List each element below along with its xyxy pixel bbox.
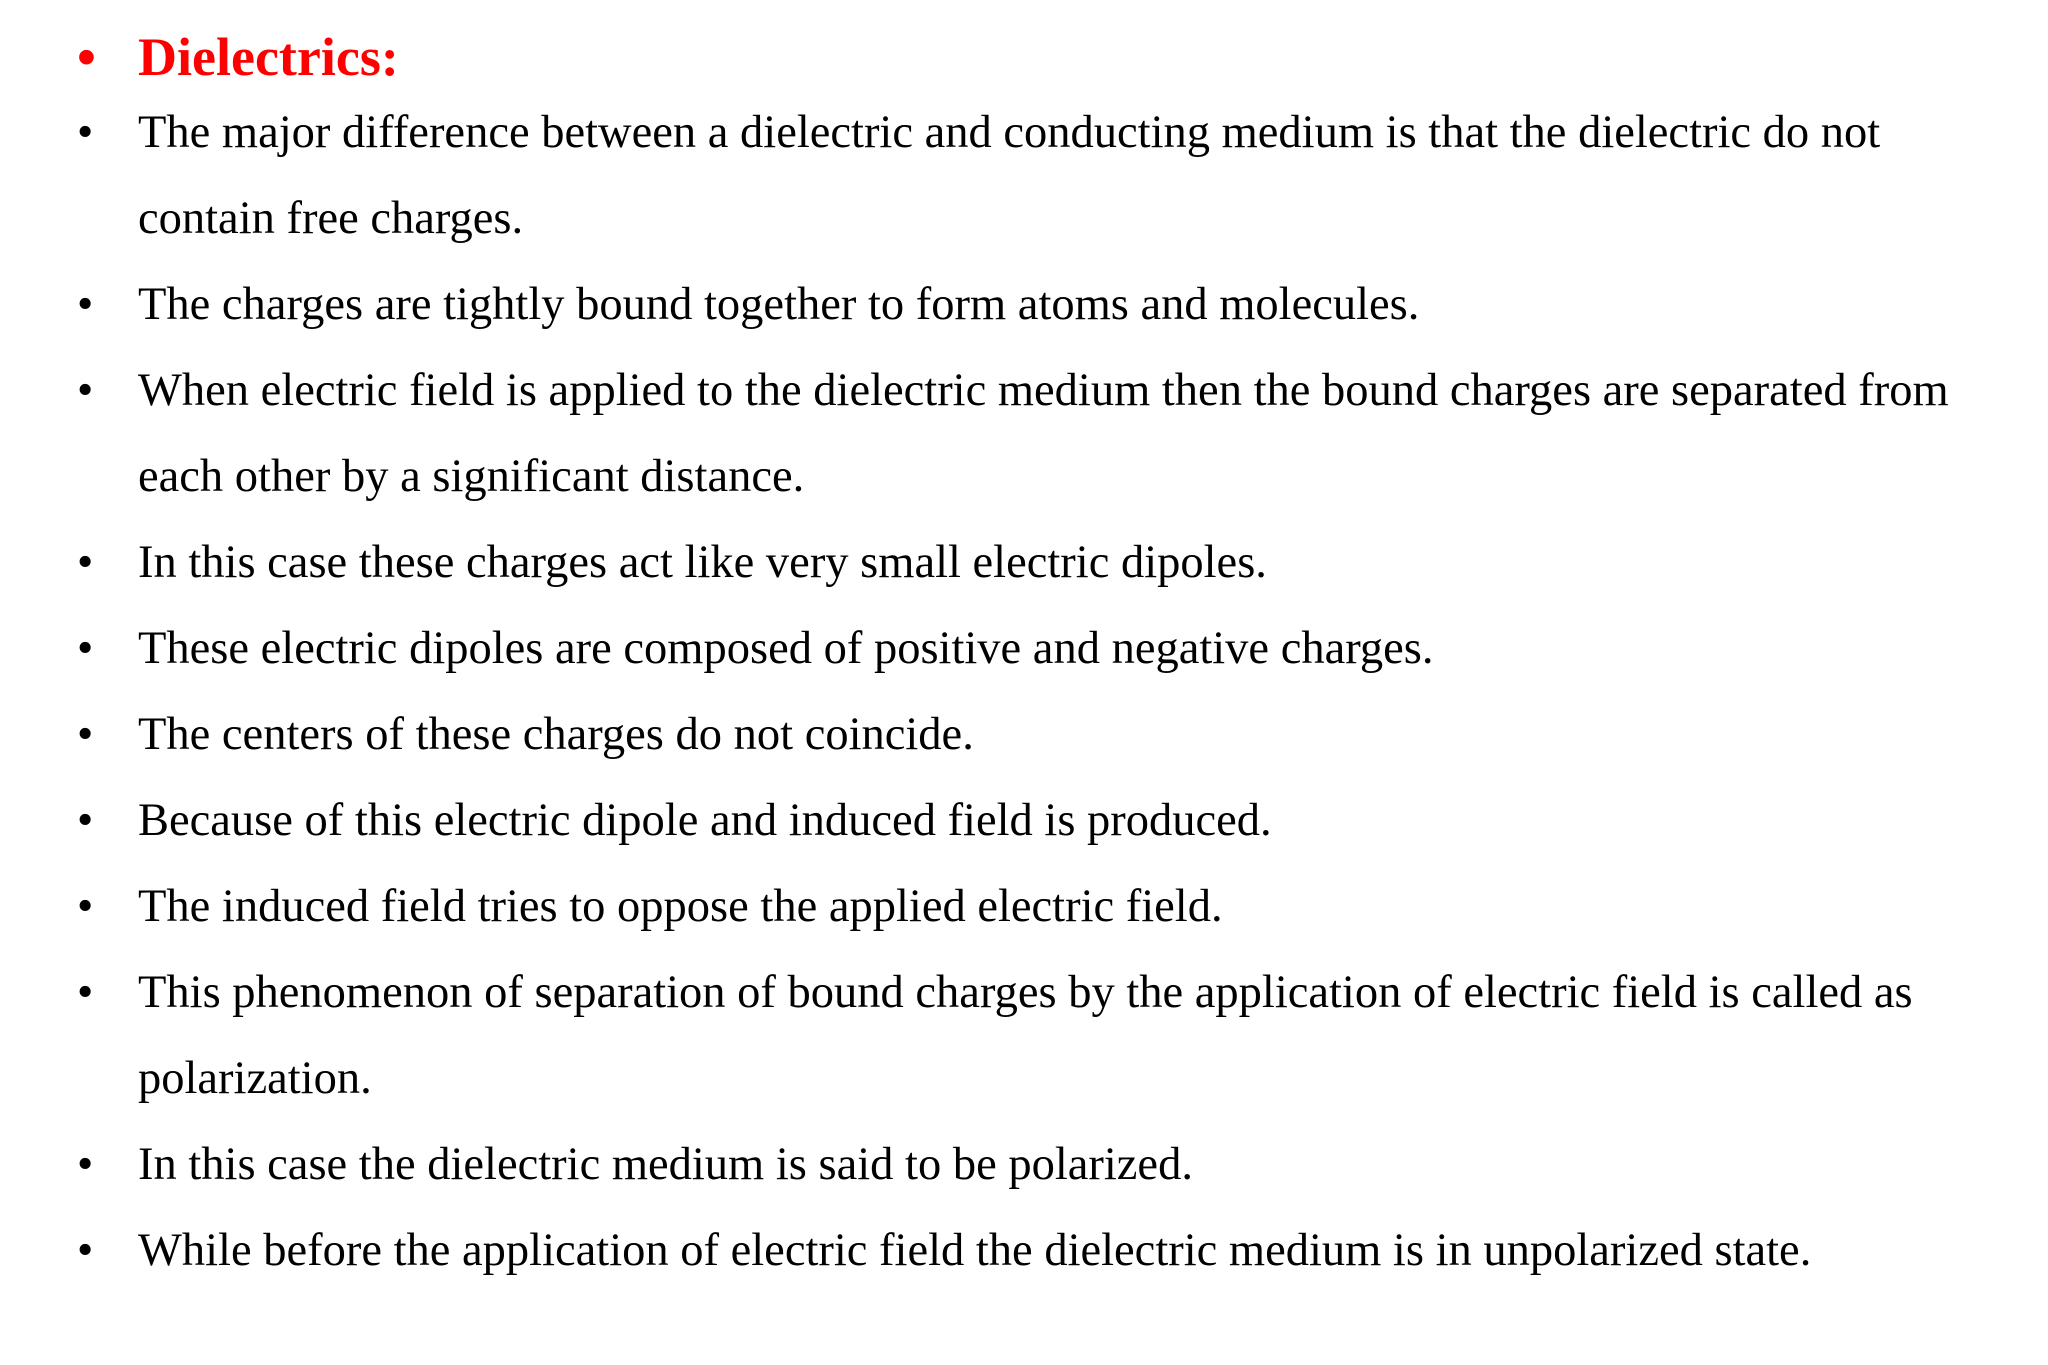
heading-item	[0, 24, 2048, 90]
slide-heading: Dielectrics:	[138, 27, 399, 87]
bullet-icon: •	[77, 365, 94, 416]
list-item	[0, 520, 2048, 606]
bullet-icon: •	[77, 107, 94, 158]
bullet-icon: •	[77, 967, 94, 1018]
list-item-text: This phenomenon of separation of bound charges by the application of electric field is called as polarization.	[138, 967, 1913, 1104]
bullet-icon: •	[77, 537, 94, 588]
list-item-text: While before the application of electric field the dielectric medium is in unpolarized state.	[138, 1225, 1812, 1276]
bullet-list	[0, 24, 2048, 1294]
list-item-text: In this case the dielectric medium is said to be polarized.	[138, 1139, 1193, 1190]
bullet-icon: •	[77, 279, 94, 330]
bullet-icon: •	[77, 27, 96, 87]
list-item	[0, 1122, 2048, 1208]
list-item	[0, 90, 2048, 262]
bullet-icon: •	[77, 623, 94, 674]
bullet-icon: •	[77, 881, 94, 932]
bullet-icon: •	[77, 709, 94, 760]
list-item	[0, 606, 2048, 692]
list-item-text: These electric dipoles are composed of positive and negative charges.	[138, 623, 1434, 674]
list-item-text: Because of this electric dipole and induced field is produced.	[138, 795, 1272, 846]
list-item	[0, 692, 2048, 778]
list-item	[0, 348, 2048, 520]
list-item	[0, 778, 2048, 864]
list-item	[0, 950, 2048, 1122]
list-item	[0, 262, 2048, 348]
list-item-text: When electric field is applied to the dielectric medium then the bound charges are separated from each other by a significant distance.	[138, 365, 1949, 502]
list-item-text: In this case these charges act like very small electric dipoles.	[138, 537, 1267, 588]
bullet-icon: •	[77, 1225, 94, 1276]
list-item-text: The major difference between a dielectric and conducting medium is that the dielectric do not contain free charges.	[138, 107, 1881, 244]
bullet-icon: •	[77, 1139, 94, 1190]
bullet-icon: •	[77, 795, 94, 846]
list-item-text: The centers of these charges do not coincide.	[138, 709, 974, 760]
list-item	[0, 1208, 2048, 1294]
list-item-text: The charges are tightly bound together to form atoms and molecules.	[138, 279, 1420, 330]
list-item	[0, 864, 2048, 950]
list-item-text: The induced field tries to oppose the applied electric field.	[138, 881, 1223, 932]
